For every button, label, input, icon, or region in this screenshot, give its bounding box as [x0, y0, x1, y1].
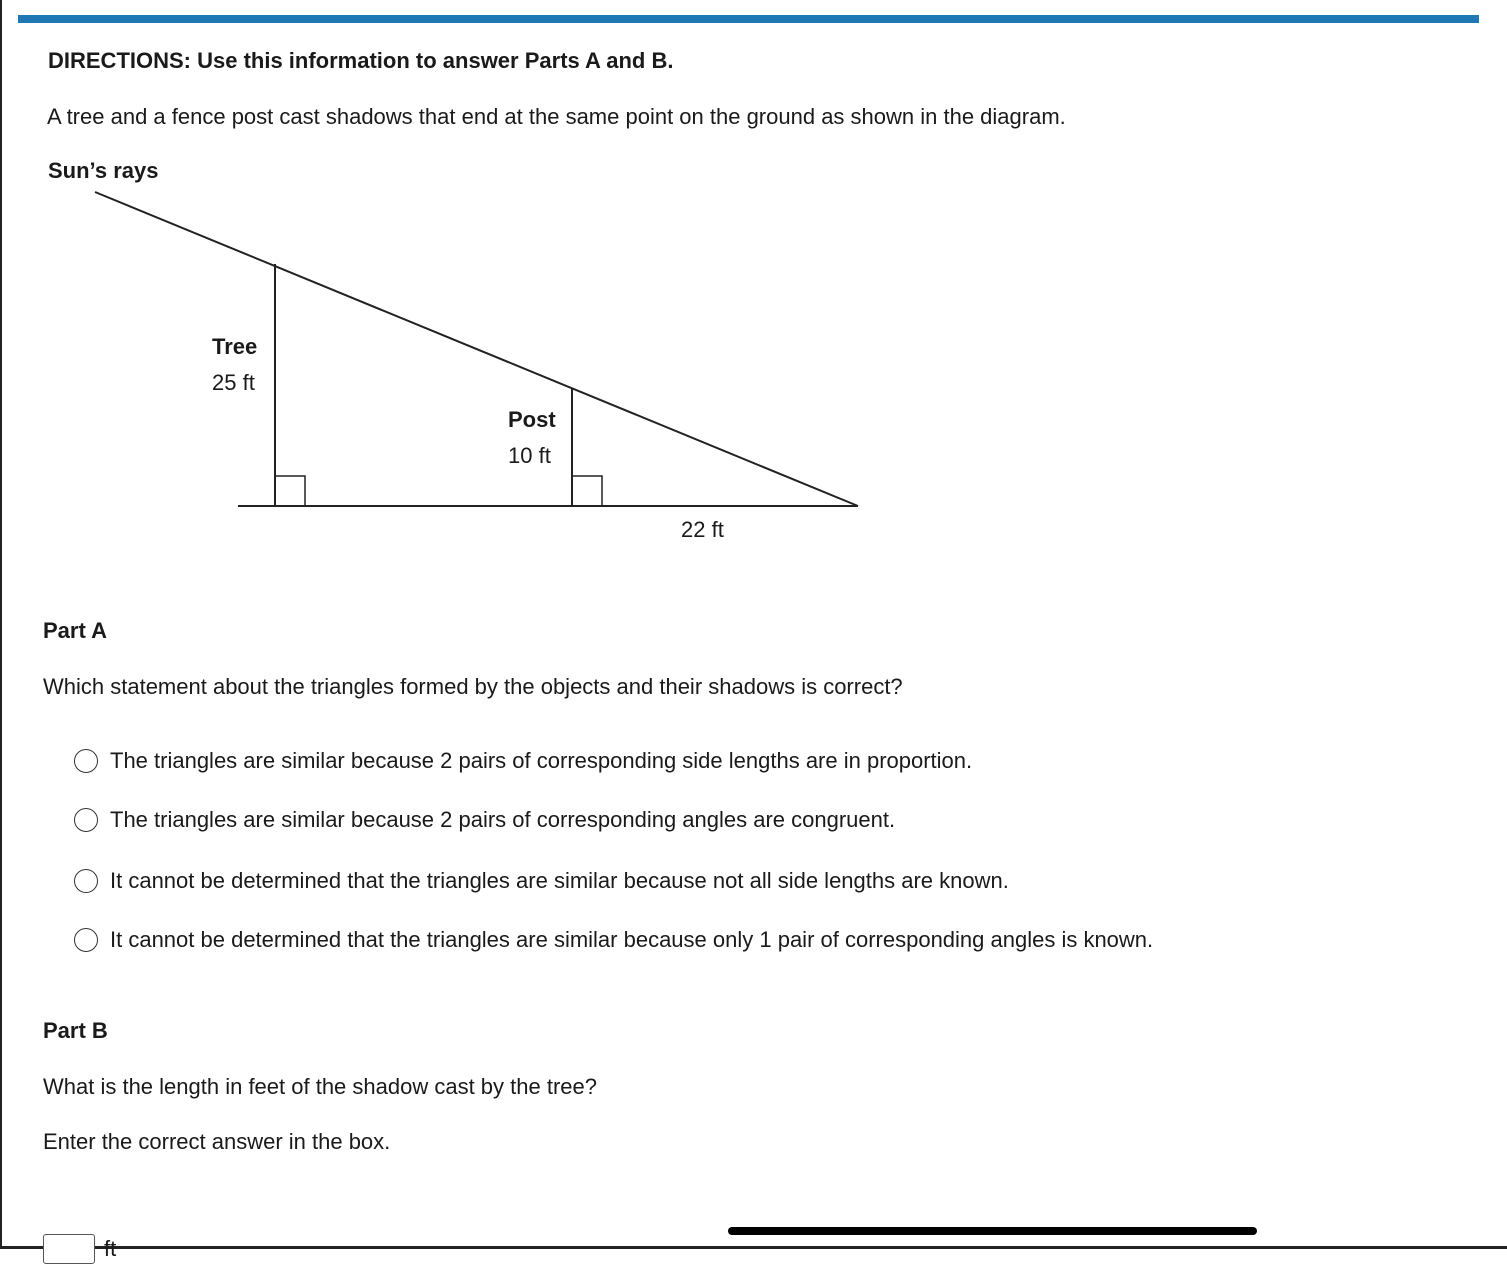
- tree-right-angle-mark: [275, 476, 305, 506]
- choice-label: It cannot be determined that the triangles are similar because only 1 pair of corresponding angles is known.: [110, 927, 1154, 952]
- choice-label: The triangles are similar because 2 pairs of corresponding angles are congruent.: [110, 807, 896, 832]
- choice-label: The triangles are similar because 2 pairs of corresponding side lengths are in proportion.: [110, 748, 973, 773]
- part-a-choice-2[interactable]: [74, 807, 895, 833]
- radio-button[interactable]: [74, 808, 98, 832]
- part-b-heading: Part B: [43, 1018, 108, 1043]
- radio-button[interactable]: [74, 869, 98, 893]
- part-a-question: Which statement about the triangles formed by the objects and their shadows is correct?: [43, 674, 903, 699]
- post-label: Post: [508, 407, 556, 432]
- radio-button[interactable]: [74, 749, 98, 773]
- home-indicator-bar[interactable]: [728, 1227, 1257, 1235]
- part-a-choice-1[interactable]: [74, 748, 972, 774]
- part-a-choice-3[interactable]: [74, 868, 1009, 894]
- part-a-heading: Part A: [43, 618, 107, 643]
- part-b-instruction: Enter the correct answer in the box.: [43, 1129, 391, 1154]
- sun-ray-line: [95, 192, 858, 506]
- answer-input[interactable]: [43, 1234, 95, 1264]
- post-shadow-label: 22 ft: [681, 517, 724, 542]
- part-a-choice-4[interactable]: [74, 927, 1153, 953]
- answer-unit-label: ft: [104, 1236, 117, 1261]
- tree-height-label: 25 ft: [212, 370, 255, 395]
- intro-text: A tree and a fence post cast shadows that end at the same point on the ground as shown in the diagram.: [47, 104, 1066, 129]
- radio-button[interactable]: [74, 928, 98, 952]
- tree-label: Tree: [212, 334, 258, 359]
- post-height-label: 10 ft: [508, 443, 551, 468]
- post-right-angle-mark: [572, 476, 602, 506]
- directions-heading: DIRECTIONS: Use this information to answer Parts A and B.: [48, 48, 674, 73]
- sun-rays-label: Sun’s rays: [48, 158, 159, 183]
- shadow-diagram: [0, 0, 900, 560]
- choice-label: It cannot be determined that the triangles are similar because not all side lengths are known.: [110, 868, 1009, 893]
- part-b-question: What is the length in feet of the shadow cast by the tree?: [43, 1074, 597, 1099]
